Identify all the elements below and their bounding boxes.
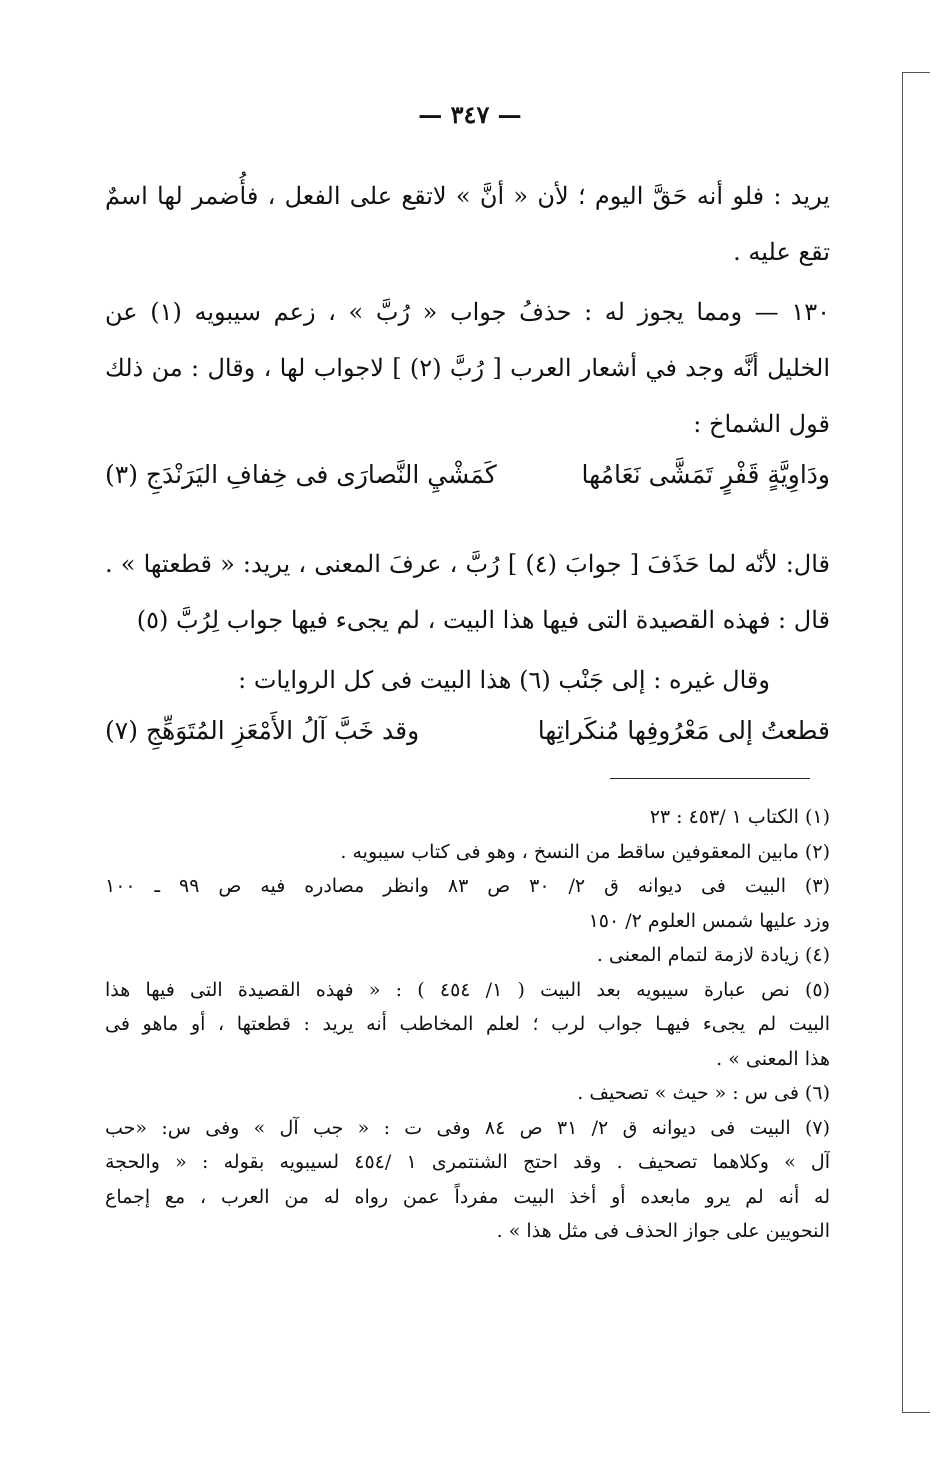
verse-1 (105, 460, 830, 489)
verse-hemistich-second: وقد خَبَّ آلُ الأَمْعَزِ المُتَوَهِّجِ (٧) (105, 716, 420, 745)
text-line: قال : فهذه القصيدة التى فيها هذا البيت ، لم يجىء فيها جواب لِرُبَّ (٥) (136, 606, 830, 634)
footnote-line: (٣) البيت فى ديوانه ق ٢/ ٣٠ ص ٨٣ وانظر مصادره فيه ص ٩٩ ـ ١٠٠ (105, 875, 830, 897)
paragraph-2 (105, 284, 830, 452)
footnote-line: (٥) نص عبارة سيبويه بعد البيت ( ١/ ٤٥٤ ) : « فهذه القصيدة التى فيها هذا (105, 978, 830, 1001)
text-line: قال: لأنّه لما حَذَفَ [ جوابَ (٤) ] رُبَّ ، عرفَ المعنى ، يريد: « قطعتها » . (105, 550, 830, 578)
page-edge-line (902, 72, 903, 1412)
footnote-line: النحويين على جواز الحذف فى مثل هذا » . (496, 1220, 830, 1242)
text-line: يريد : فلو أنه حَقَّ اليوم ؛ لأن « أنَّ » لاتقع على الفعل ، فأُضمر لها اسمٌ (105, 182, 830, 210)
footnote-line: (٢) مابين المعقوفين ساقط من النسخ ، وهو فى كتاب سيبويه . (340, 840, 830, 863)
footnote-line: (٦) فى س : « حيث » تصحيف . (577, 1082, 830, 1104)
footnote-divider (610, 778, 810, 779)
text-line: قول الشماخ : (693, 410, 830, 438)
verse-hemistich-first: ودَاوِيَّةٍ قَفْرٍ تَمَشَّى نَعَامُها (581, 460, 830, 489)
page-number: — ٣٤٧ — (418, 100, 522, 129)
footnote-line: (١) الكتاب ١ /٤٥٣ : ٢٣ (649, 806, 830, 828)
footnote-line: له أنه لم يرو مابعده أو أخذ البيت مفرداً عمن رواه له من العرب ، مع إجماع (105, 1185, 830, 1208)
verse-2 (105, 716, 830, 745)
footnote-line: البيت لم يجىء فيهـا جواب لرب ؛ لعلم المخاطب أنه يريد : قطعتها ، أو ماهو فى (105, 1013, 830, 1035)
footnote-line: وزد عليها شمس العلوم ٢/ ١٥٠ (588, 909, 830, 932)
verse-hemistich-second: كَمَشْيِ النَّصارَى فى خِفافِ اليَرَنْدَجِ (٣) (105, 460, 497, 489)
page-edge-tick-top (902, 72, 930, 73)
paragraph-3 (105, 536, 830, 648)
verse-hemistich-first: قطعتُ إلى مَعْرُوفِها مُنكَراتِها (537, 716, 830, 745)
paragraph-4 (105, 652, 770, 708)
paragraph-1 (105, 168, 830, 280)
text-line: ١٣٠ — ومما يجوز له : حذفُ جواب « رُبَّ » ، زعم سيبويه (١) عن (105, 298, 830, 326)
footnote-line: (٤) زيادة لازمة لتمام المعنى . (596, 944, 830, 966)
text-line: تقع عليه . (733, 238, 830, 266)
footnote-line: (٧) البيت فى ديوانه ق ٢/ ٣١ ص ٨٤ وفى ت : « جب آل » وفى س: «حب (105, 1116, 830, 1139)
text-line: وقال غيره : إلى جَنْب (٦) هذا البيت فى كل الروايات : (238, 666, 770, 694)
text-line: الخليل أنَّه وجد في أشعار العرب [ رُبَّ (٢) ] لاجواب لها ، وقال : من ذلك (105, 354, 830, 382)
footnote-line: آل » وكلاهما تصحيف . وقد احتج الشنتمرى ١ /٤٥٤ لسيبويه بقوله : « والحجة (105, 1151, 830, 1173)
footnote-line: هذا المعنى » . (716, 1047, 830, 1070)
footnotes (105, 800, 830, 1249)
page-edge-tick-bottom (902, 1412, 930, 1413)
